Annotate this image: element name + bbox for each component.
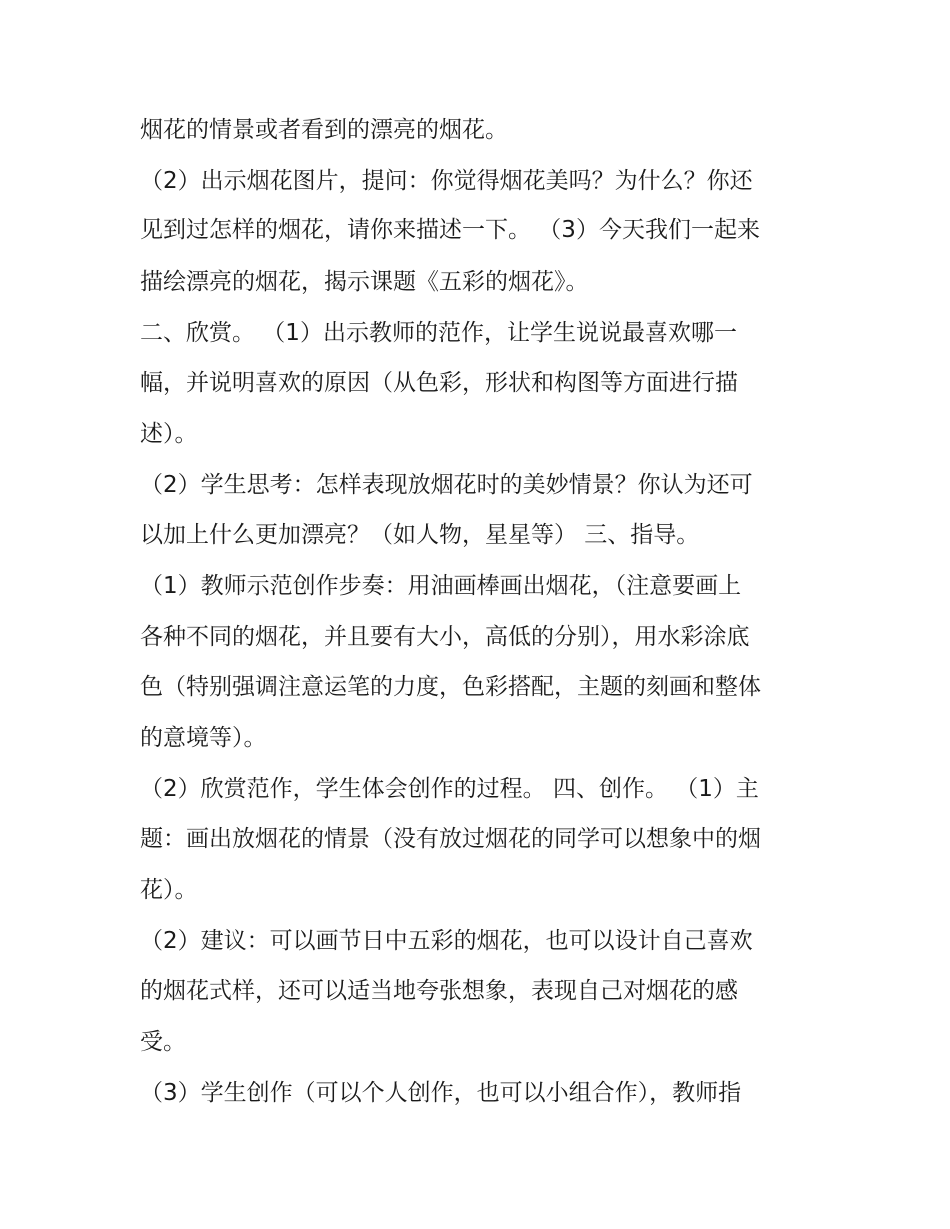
text-line: 以加上什么更加漂亮？（如人物，星星等） 三、指导。 — [140, 522, 700, 548]
text-line: 题：画出放烟花的情景（没有放过烟花的同学可以想象中的烟 — [140, 826, 761, 852]
text-line: （2）建议：可以画节日中五彩的烟花，也可以设计自己喜欢 — [140, 928, 753, 954]
text-line: （1）教师示范创作步奏：用油画棒画出烟花，（注意要画上 — [140, 573, 742, 599]
text-line: 的烟花式样，还可以适当地夸张想象，表现自己对烟花的感 — [140, 978, 738, 1004]
text-line: 的意境等）。 — [140, 725, 267, 751]
text-line: 见到过怎样的烟花，请你来描述一下。 （3）今天我们一起来 — [140, 217, 760, 243]
text-line: 二、欣赏。 （1）出示教师的范作，让学生说说最喜欢哪一 — [140, 320, 737, 346]
text-line: 描绘漂亮的烟花，揭示课题《五彩的烟花》。 — [140, 269, 589, 295]
text-line: （2）学生思考：怎样表现放烟花时的美妙情景？你认为还可 — [140, 472, 753, 498]
text-line: 各种不同的烟花，并且要有大小，高低的分别），用水彩涂底 — [140, 624, 750, 650]
text-line: （3）学生创作（可以个人创作，也可以小组合作），教师指 — [140, 1080, 742, 1106]
text-line: 花）。 — [140, 877, 198, 903]
text-line: 色（特别强调注意运笔的力度，色彩搭配，主题的刻画和整体 — [140, 674, 761, 700]
text-line: （2）欣赏范作，学生体会创作的过程。 四、创作。 （1）主 — [140, 776, 759, 802]
text-line: 受。 — [140, 1029, 186, 1055]
text-line: 烟花的情景或者看到的漂亮的烟花。 — [140, 117, 508, 143]
text-line: 述）。 — [140, 421, 198, 447]
text-line: 幅，并说明喜欢的原因（从色彩，形状和构图等方面进行描 — [140, 370, 738, 396]
text-line: （2）出示烟花图片，提问：你觉得烟花美吗？为什么？你还 — [140, 168, 753, 194]
